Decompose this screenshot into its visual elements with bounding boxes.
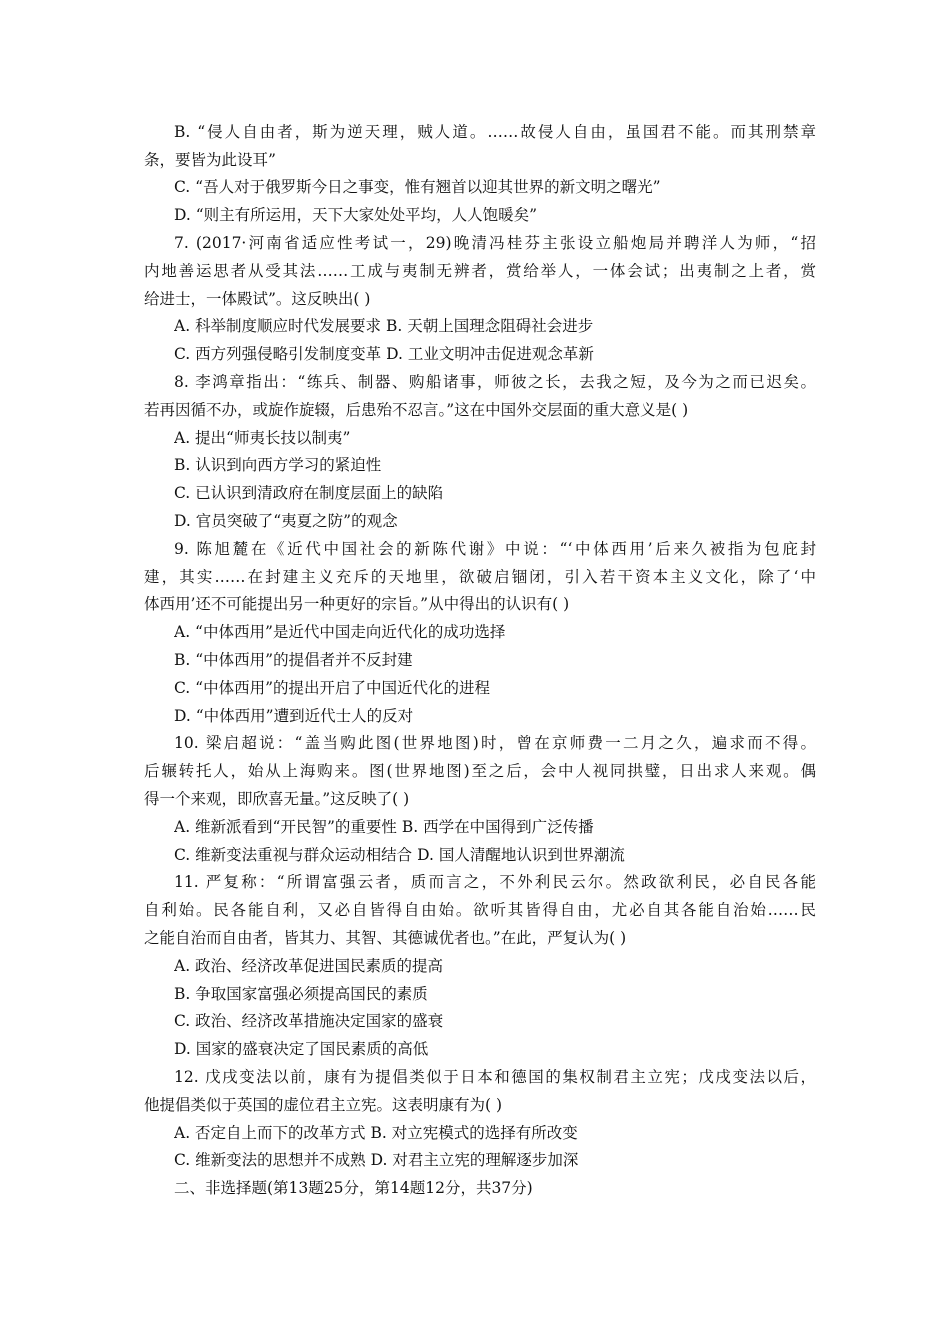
option-line: B. “中体西用”的提倡者并不反封建 xyxy=(174,651,413,669)
option-line: C. 维新变法的思想并不成熟 D. 对君主立宪的理解逐步加深 xyxy=(174,1151,579,1169)
section-heading: 二、非选择题(第13题25分，第14题12分，共37分) xyxy=(174,1179,533,1197)
option-line: C. “中体西用”的提出开启了中国近代化的进程 xyxy=(174,679,491,697)
text-line: 给进士，一体殿试”。这反映出( ) xyxy=(144,290,371,308)
option-line: B. “侵人自由者，斯为逆天理，贼人道。……故侵人自由，虽国君不能。而其刑禁章 xyxy=(174,123,816,141)
text-line: 得一个来观，即欣喜无量。”这反映了( ) xyxy=(144,790,410,808)
text-line: 条，要皆为此设耳” xyxy=(144,151,276,169)
option-line: D. 官员突破了“夷夏之防”的观念 xyxy=(174,512,398,530)
option-line: D. “则主有所运用，天下大家处处平均，人人饱暖矣” xyxy=(174,206,538,224)
question-line: 7. (2017·河南省适应性考试一，29)晚清冯桂芬主张设立船炮局并聘洋人为师，“招 xyxy=(174,234,816,252)
option-line: A. 维新派看到“开民智”的重要性 B. 西学在中国得到广泛传播 xyxy=(174,818,594,836)
question-line: 8. 李鸿章指出：“练兵、制器、购船诸事，师彼之长，去我之短，及今为之而已迟矣。 xyxy=(174,373,816,391)
option-line: A. 政治、经济改革促进国民素质的提高 xyxy=(174,957,444,975)
option-line: C. “吾人对于俄罗斯今日之事变，惟有翘首以迎其世界的新文明之曙光” xyxy=(174,178,661,196)
option-line: C. 政治、经济改革措施决定国家的盛衰 xyxy=(174,1012,444,1030)
text-line: 自利始。民各能自利，又必自皆得自由始。欲听其皆得自由，尤必自其各能自治始……民 xyxy=(144,901,816,919)
text-line: 后辗转托人，始从上海购来。图(世界地图)至之后，会中人视同拱璧，日出求人来观。偶 xyxy=(144,762,816,780)
text-line: 体西用’还不可能提出另一种更好的宗旨。”从中得出的认识有( ) xyxy=(144,595,570,613)
option-line: A. 否定自上而下的改革方式 B. 对立宪模式的选择有所改变 xyxy=(174,1124,578,1142)
text-line: 内地善运思者从受其法……工成与夷制无辨者，赏给举人，一体会试；出夷制之上者，赏 xyxy=(144,262,816,280)
text-line: 之能自治而自由者，皆其力、其智、其德诚优者也。”在此，严复认为( ) xyxy=(144,929,627,947)
option-line: A. 提出“师夷长技以制夷” xyxy=(174,429,351,447)
option-line: B. 认识到向西方学习的紧迫性 xyxy=(174,456,382,474)
option-line: B. 争取国家富强必须提高国民的素质 xyxy=(174,985,428,1003)
option-line: C. 西方列强侵略引发制度变革 D. 工业文明冲击促进观念革新 xyxy=(174,345,594,363)
text-line: 若再因循不办，或旋作旋辍，后患殆不忍言。”这在中国外交层面的重大意义是( ) xyxy=(144,401,689,419)
text-line: 建，其实……在封建主义充斥的天地里，欲破启锢闭，引入若干资本主义文化，除了‘中 xyxy=(144,568,816,586)
text-line: 他提倡类似于英国的虚位君主立宪。这表明康有为( ) xyxy=(144,1096,503,1114)
option-line: C. 维新变法重视与群众运动相结合 D. 国人清醒地认识到世界潮流 xyxy=(174,846,625,864)
question-line: 11. 严复称：“所谓富强云者，质而言之，不外利民云尔。然政欲利民，必自民各能 xyxy=(174,873,816,891)
question-line: 9. 陈旭麓在《近代中国社会的新陈代谢》中说：“‘中体西用’后来久被指为包庇封 xyxy=(174,540,816,558)
option-line: A. “中体西用”是近代中国走向近代化的成功选择 xyxy=(174,623,506,641)
option-line: A. 科举制度顺应时代发展要求 B. 天朝上国理念阻碍社会进步 xyxy=(174,317,594,335)
option-line: D. 国家的盛衰决定了国民素质的高低 xyxy=(174,1040,429,1058)
question-line: 10. 梁启超说：“盖当购此图(世界地图)时，曾在京师费一二月之久，遍求而不得。 xyxy=(174,734,816,752)
option-line: C. 已认识到清政府在制度层面上的缺陷 xyxy=(174,484,444,502)
option-line: D. “中体西用”遭到近代士人的反对 xyxy=(174,707,414,725)
question-line: 12. 戊戌变法以前，康有为提倡类似于日本和德国的集权制君主立宪；戊戌变法以后， xyxy=(174,1068,816,1086)
